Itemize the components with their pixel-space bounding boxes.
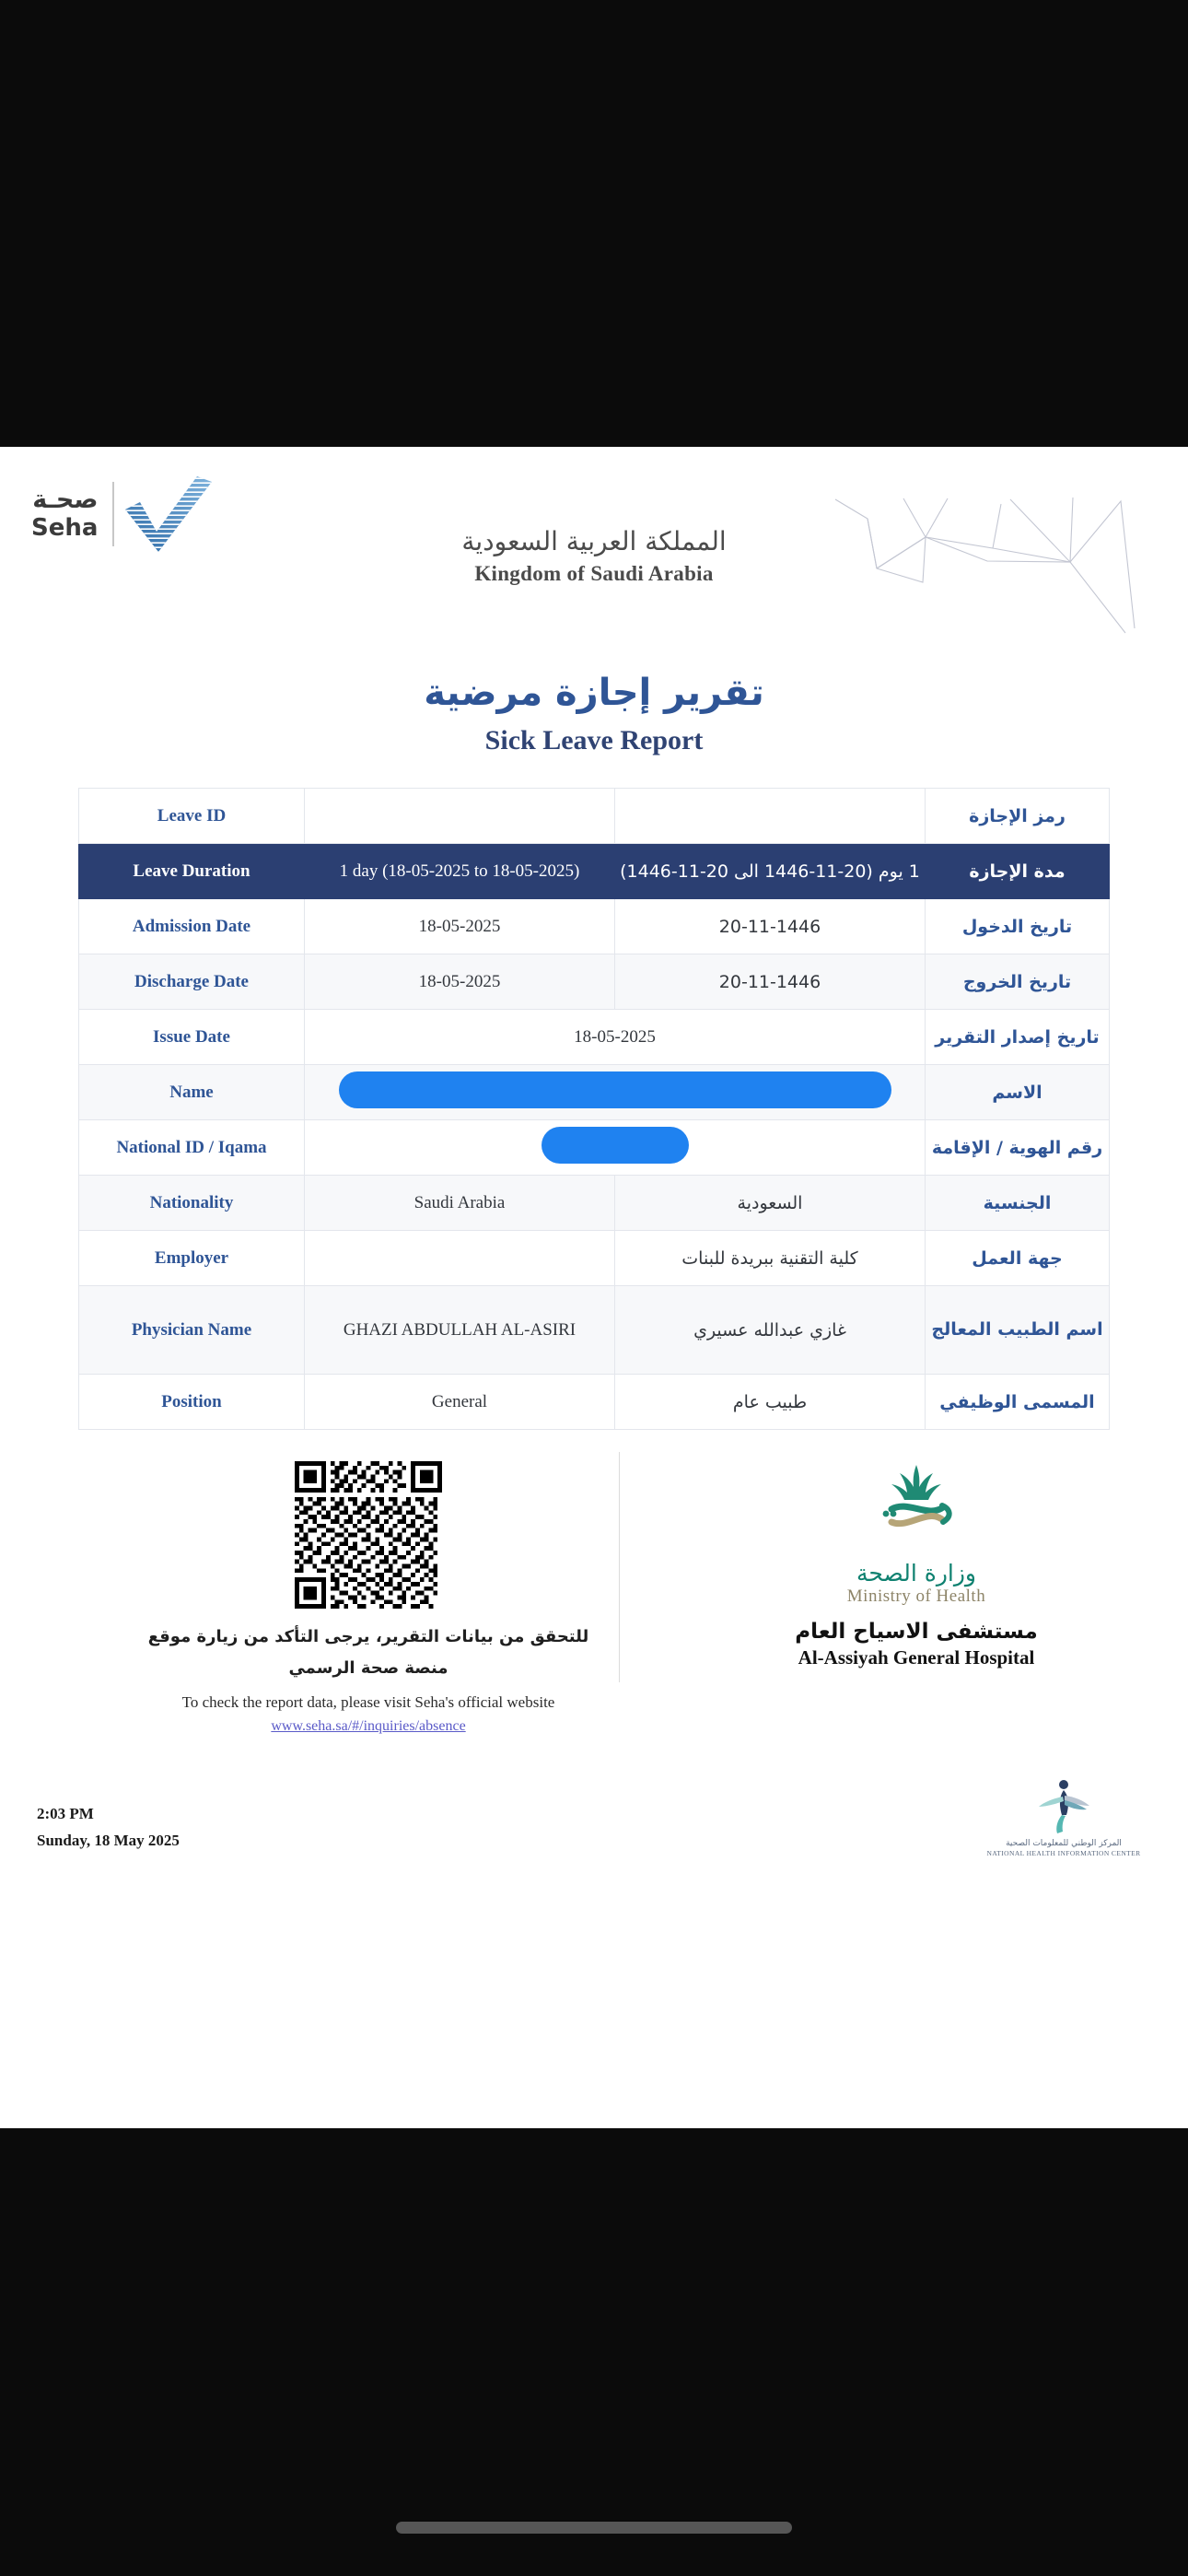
table-row — [79, 1286, 1110, 1375]
verify-text-english: To check the report data, please visit Seha's official website — [181, 1693, 555, 1712]
row-value-arabic: غازي عبدالله عسيري — [615, 1286, 926, 1375]
row-value-arabic: 20-11-1446 — [615, 954, 926, 1010]
moh-palm-swords-logo — [847, 1461, 985, 1558]
seha-logo-arabic: صحـة — [32, 485, 99, 514]
table-row — [79, 844, 1110, 899]
logo-divider — [112, 482, 114, 546]
row-label-english: National ID / Iqama — [79, 1120, 305, 1176]
row-value-merged — [305, 1065, 926, 1120]
row-label-english: Name — [79, 1065, 305, 1120]
table-row — [79, 1375, 1110, 1430]
kingdom-english: Kingdom of Saudi Arabia — [474, 561, 714, 585]
seha-logo-english: Seha — [31, 513, 99, 542]
row-value-english — [305, 789, 615, 844]
row-label-arabic: تاريخ إصدار التقرير — [926, 1010, 1110, 1065]
table-row — [79, 899, 1110, 954]
polygon-network-graphic — [812, 458, 1181, 642]
title-english: Sick Leave Report — [484, 725, 704, 755]
hospital-name-arabic: مستشفى الاسياح العام — [795, 1620, 1038, 1644]
page-title — [0, 672, 1188, 756]
row-value-arabic — [615, 789, 926, 844]
qr-verification-block — [111, 1461, 626, 1735]
table-row — [79, 1120, 1110, 1176]
ministry-hospital-block — [700, 1461, 1133, 1669]
row-label-english: Discharge Date — [79, 954, 305, 1010]
row-value-merged: 18-05-2025 — [305, 1010, 926, 1065]
row-value-arabic: 20-11-1446 — [615, 899, 926, 954]
row-label-english: Position — [79, 1375, 305, 1430]
row-label-english: Physician Name — [79, 1286, 305, 1375]
seha-logo-text — [31, 486, 111, 543]
table-row — [79, 1010, 1110, 1065]
row-label-arabic: تاريخ الدخول — [926, 899, 1110, 954]
bottom-black-area — [0, 2128, 1188, 2576]
row-label-english: Leave Duration — [79, 844, 305, 899]
document-footer — [0, 1461, 1188, 1738]
row-label-arabic: اسم الطبيب المعالج — [926, 1286, 1110, 1375]
row-label-arabic: المسمى الوظيفي — [926, 1375, 1110, 1430]
row-value-english: GHAZI ABDULLAH AL-ASIRI — [305, 1286, 615, 1375]
nhic-figure-logo — [1031, 1778, 1096, 1835]
row-label-english: Employer — [79, 1231, 305, 1286]
ministry-name-english: Ministry of Health — [846, 1587, 986, 1606]
row-value-arabic: السعودية — [615, 1176, 926, 1231]
home-indicator[interactable] — [396, 2522, 792, 2534]
status-bar-area — [0, 0, 1188, 447]
title-arabic: تقرير إجازة مرضية — [424, 672, 764, 714]
row-label-arabic: الاسم — [926, 1065, 1110, 1120]
qr-code[interactable] — [295, 1461, 442, 1609]
row-label-arabic: مدة الإجازة — [926, 844, 1110, 899]
row-value-english: Saudi Arabia — [305, 1176, 615, 1231]
redaction-bar — [339, 1071, 891, 1108]
report-table-wrapper — [78, 788, 1110, 1430]
row-label-arabic: رمز الإجازة — [926, 789, 1110, 844]
table-row — [79, 1231, 1110, 1286]
table-row — [79, 954, 1110, 1010]
kingdom-arabic: المملكة العربية السعودية — [461, 526, 727, 556]
sick-leave-document — [0, 447, 1188, 2128]
nhic-logo-block — [967, 1778, 1160, 1857]
hospital-name-english: Al-Assiyah General Hospital — [798, 1646, 1035, 1669]
row-label-english: Issue Date — [79, 1010, 305, 1065]
row-label-english: Leave ID — [79, 789, 305, 844]
row-value-english: 18-05-2025 — [305, 899, 615, 954]
row-value-english: General — [305, 1375, 615, 1430]
print-timestamp — [37, 1801, 180, 1855]
row-value-english — [305, 1231, 615, 1286]
row-value-english: 18-05-2025 — [305, 954, 615, 1010]
nhic-name-english: NATIONAL HEALTH INFORMATION CENTER — [986, 1849, 1141, 1857]
row-value-arabic: كلية التقنية ببريدة للبنات — [615, 1231, 926, 1286]
print-date: Sunday, 18 May 2025 — [37, 1831, 180, 1849]
seha-website-link[interactable]: www.seha.sa/#/inquiries/absence — [271, 1718, 466, 1735]
report-table-body — [79, 789, 1110, 1430]
redaction-bar — [542, 1127, 689, 1164]
row-label-arabic: تاريخ الخروج — [926, 954, 1110, 1010]
row-label-arabic: الجنسية — [926, 1176, 1110, 1231]
row-label-english: Admission Date — [79, 899, 305, 954]
document-header — [0, 447, 1188, 668]
row-label-english: Nationality — [79, 1176, 305, 1231]
print-time: 2:03 PM — [37, 1805, 94, 1822]
table-row — [79, 1065, 1110, 1120]
seha-logo — [31, 474, 214, 554]
report-table — [78, 788, 1110, 1430]
ministry-name-arabic: وزارة الصحة — [856, 1560, 976, 1587]
kingdom-emblem-text — [461, 528, 726, 586]
verify-text-arabic: للتحقق من بيانات التقرير، يرجى التأكد من زيارة موقع منصة صحة الرسمي — [147, 1627, 589, 1679]
row-label-arabic: جهة العمل — [926, 1231, 1110, 1286]
nhic-name-arabic: المركز الوطني للمعلومات الصحية — [1006, 1839, 1122, 1848]
footer-divider — [619, 1452, 620, 1682]
table-row — [79, 789, 1110, 844]
row-label-arabic: رقم الهوية / الإقامة — [926, 1120, 1110, 1176]
table-row — [79, 1176, 1110, 1231]
row-value-arabic: طبيب عام — [615, 1375, 926, 1430]
row-value-merged — [305, 1120, 926, 1176]
row-value-english: 1 day (18-05-2025 to 18-05-2025) — [305, 844, 615, 899]
checkmark-icon — [122, 474, 214, 554]
row-value-arabic: 1 يوم (20-11-1446 الى 20-11-1446) — [615, 844, 926, 899]
